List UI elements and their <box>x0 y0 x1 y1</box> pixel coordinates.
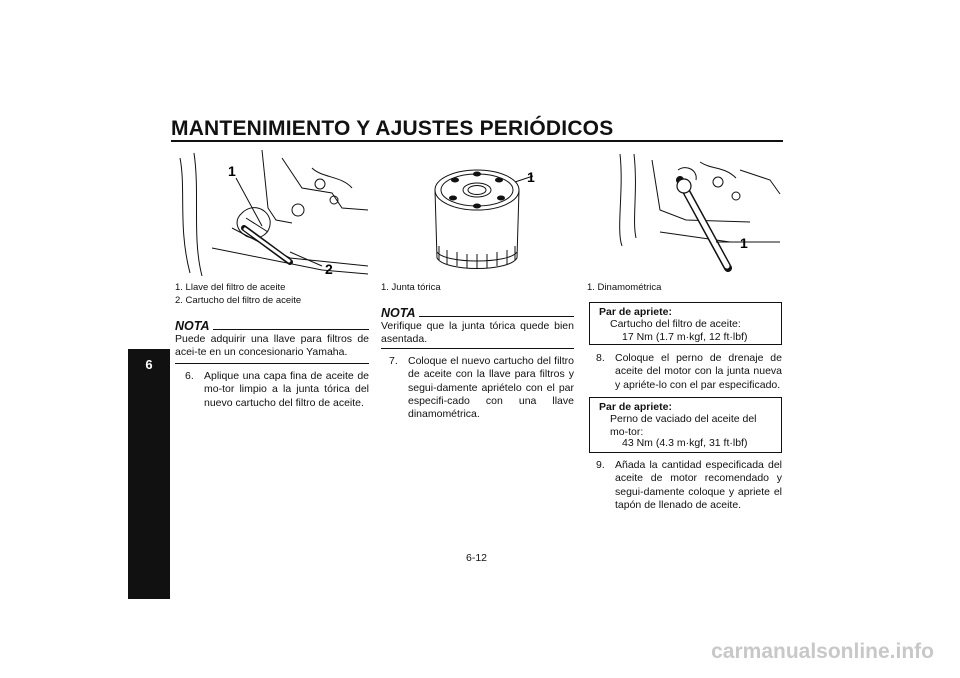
step-7 <box>389 355 574 421</box>
figure-label-2: 2 <box>325 261 333 277</box>
oil-filter-cartridge-illustration <box>425 160 545 278</box>
page-number: 6-12 <box>466 552 488 564</box>
nota-text: Puede adquirir una llave para filtros de acei-te en un concesionario Yamaha. <box>175 333 369 359</box>
caption-1: 1. Junta tórica <box>381 282 441 293</box>
torque-wrench-illustration <box>590 150 782 278</box>
caption-1: 1. Llave del filtro de aceite <box>175 282 286 293</box>
step-number: 7. <box>389 355 398 367</box>
torque-spec-title: Par de apriete: <box>599 306 672 318</box>
figure-label-1: 1 <box>527 169 535 185</box>
nota-end-rule <box>175 363 369 364</box>
step-9 <box>596 459 782 519</box>
torque-spec-title: Par de apriete: <box>599 401 672 413</box>
page-title: MANTENIMIENTO Y AJUSTES PERIÓDICOS <box>171 117 614 140</box>
figure-label-1: 1 <box>740 235 748 251</box>
step-text: Coloque el perno de drenaje de aceite del motor con la junta nueva y apriéte-lo con el par especificado. <box>615 352 782 391</box>
step-text: Añada la cantidad especificada del aceite de motor recomendado y segui-damente coloque y apriete el tapón de llenado de aceite. <box>615 459 782 511</box>
caption-2: 2. Cartucho del filtro de aceite <box>175 295 302 306</box>
step-number: 8. <box>596 352 605 364</box>
section-tab-label: 6 <box>145 357 153 372</box>
step-text: Coloque el nuevo cartucho del filtro de aceite con la llave para filtros y segui-damente apriételo con el par especifi-cado con una llave dinamométrica. <box>408 355 574 421</box>
torque-spec-box <box>589 302 782 345</box>
oil-filter-wrench-illustration <box>172 148 370 278</box>
nota-text: Verifique que la junta tórica quede bien asentada. <box>381 320 574 346</box>
title-rule <box>171 140 783 142</box>
watermark: carmanualsonline.info <box>711 640 934 663</box>
section-tab <box>128 349 170 599</box>
figure-label-1: 1 <box>228 163 236 179</box>
step-number: 9. <box>596 459 605 471</box>
torque-spec-box <box>589 397 782 453</box>
caption-1: 1. Dinamométrica <box>587 282 662 293</box>
nota-title: NOTA <box>175 319 210 333</box>
nota-rule <box>213 329 369 330</box>
torque-spec-value: 43 Nm (4.3 m·kgf, 31 ft·lbf) <box>622 437 748 449</box>
step-8 <box>596 352 782 397</box>
nota-title: NOTA <box>381 306 416 320</box>
torque-spec-item: Perno de vaciado del aceite del mo-tor: <box>610 413 757 438</box>
nota-rule <box>419 316 574 317</box>
torque-spec-item: Cartucho del filtro de aceite: <box>610 318 741 330</box>
step-number: 6. <box>185 370 194 382</box>
nota-end-rule <box>381 348 574 349</box>
step-6 <box>185 370 369 440</box>
step-text: Aplique una capa fina de aceite de mo-tor limpio a la junta tórica del nuevo cartucho del filtro de aceite. <box>204 370 369 409</box>
torque-spec-value: 17 Nm (1.7 m·kgf, 12 ft·lbf) <box>622 331 748 343</box>
